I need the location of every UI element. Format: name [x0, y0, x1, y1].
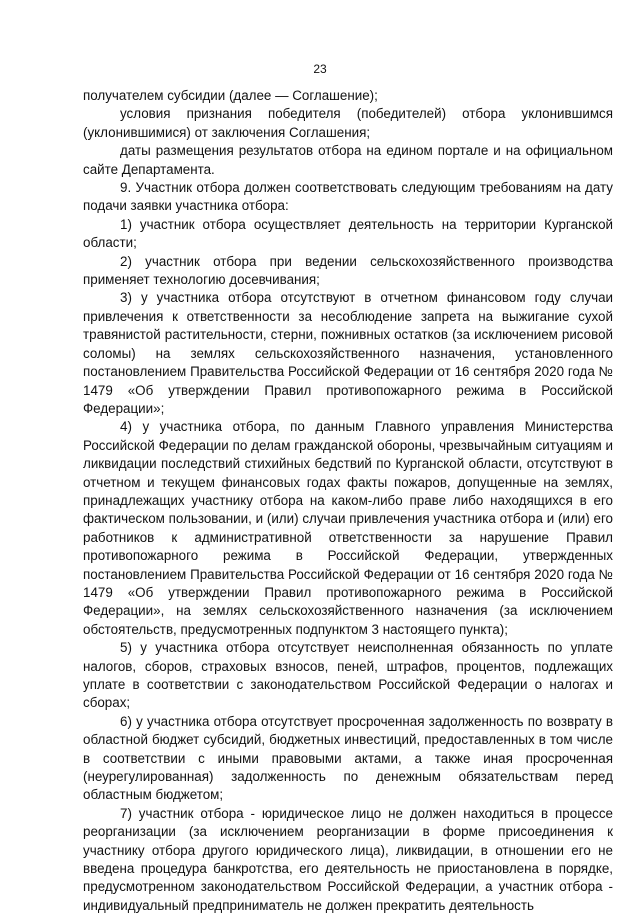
document-body	[83, 87, 613, 915]
paragraph-requirement-4: 4) у участника отбора, по данным Главного управления Министерства Российской Федерации по делам гражданской обороны, чрезвычайным ситуациям и ликвидации последствий стихийных бедствий по Курганской области, отсутствуют в отчетном и текущем финансовых годах факты пожаров, допущенные на землях, принадлежащих участнику отбора на каком-либо праве либо находящихся в его фактическом пользовании, и (или) случаи привлечения участника отбора и (или) его работников к административной ответственности за нарушение Правил противопожарного режима в Российской Федерации, утвержденных постановлением Правительства Российской Федерации от 16 сентября 2020 года № 1479 «Об утверждении Правил противопожарного режима в Российской Федерации», на землях сельскохозяйственного назначения (за исключением обстоятельств, предусмотренных подпунктом 3 настоящего пункта);	[83, 419, 613, 637]
page-number: 23	[313, 62, 327, 76]
paragraph-evasion-conditions: условия признания победителя (победителей) отбора уклонившимся (уклонившимися) от заключения Соглашения;	[83, 106, 613, 140]
paragraph-item-9: 9. Участник отбора должен соответствовать следующим требованиям на дату подачи заявки участника отбора:	[83, 180, 613, 214]
paragraph-results-dates: даты размещения результатов отбора на едином портале и на официальном сайте Департамента.	[83, 143, 613, 177]
paragraph-requirement-3: 3) у участника отбора отсутствуют в отчетном финансовом году случаи привлечения к ответственности за несоблюдение запрета на выжигание сухой травянистой растительности, стерни, пожнивных остатков (за исключением рисовой соломы) на землях сельскохозяйственного назначения, установленного постановлением Правительства Российской Федерации от 16 сентября 2020 года № 1479 «Об утверждении Правил противопожарного режима в Российской Федерации»;	[83, 290, 613, 416]
paragraph-agreement-recipient: получателем субсидии (далее — Соглашение);	[83, 88, 378, 103]
paragraph-requirement-7: 7) участник отбора - юридическое лицо не должен находиться в процессе реорганизации (за исключением реорганизации в форме присоединения к участнику отбора другого юридического лица), ликвидации, в отношении его не введена процедура банкротства, его деятельность не приостановлена в порядке, предусмотренном законодательством Российской Федерации, а участник отбора - индивидуальный предприниматель не должен прекратить деятельность	[83, 805, 613, 913]
paragraph-requirement-6: 6) у участника отбора отсутствует просроченная задолженность по возврату в областной бюджет субсидий, бюджетных инвестиций, предоставленных в том числе в соответствии с иными правовыми актами, а также иная просроченная (неурегулированная) задолженность по денежным обязательствам перед областным бюджетом;	[83, 713, 613, 803]
paragraph-requirement-2: 2) участник отбора при ведении сельскохозяйственного производства применяет технологию досевчивания;	[83, 253, 613, 288]
paragraph-requirement-5: 5) у участника отбора отсутствует неисполненная обязанность по уплате налогов, сборов, страховых взносов, пеней, штрафов, процентов, подлежащих уплате в соответствии с законодательством Российской Федерации о налогах и сборах;	[83, 640, 613, 711]
paragraph-requirement-1: 1) участник отбора осуществляет деятельность на территории Курганской области;	[83, 216, 613, 251]
